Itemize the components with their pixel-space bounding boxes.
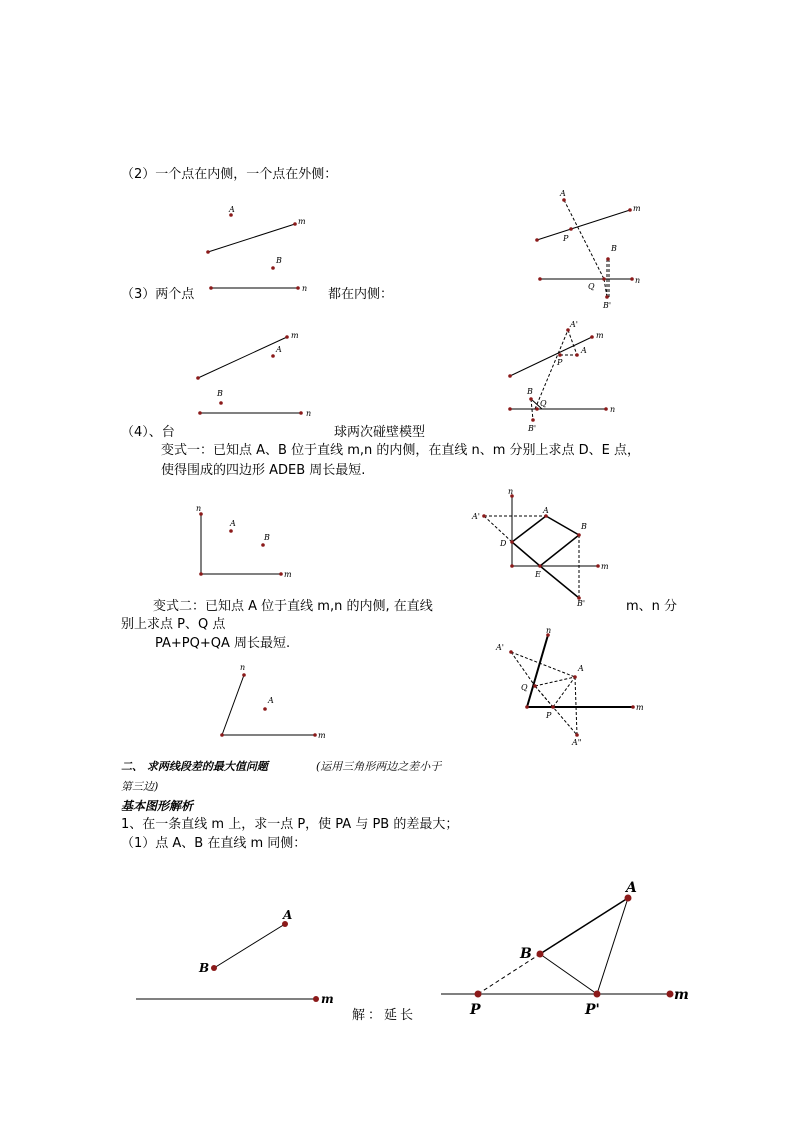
label-A: A bbox=[626, 880, 637, 896]
label-B: B bbox=[611, 244, 617, 253]
variant2-line3: PA+PQ+QA 周长最短. bbox=[155, 636, 291, 651]
segment-BP1 bbox=[540, 954, 597, 994]
point bbox=[538, 564, 542, 568]
point bbox=[538, 277, 542, 281]
label-m: m bbox=[633, 204, 641, 213]
section2-title: 二、 求两线段差的最大值问题 bbox=[121, 760, 268, 773]
label-m: m bbox=[321, 992, 334, 1006]
point bbox=[475, 991, 482, 998]
point bbox=[209, 286, 213, 290]
label-A: A bbox=[543, 506, 549, 515]
segment bbox=[512, 516, 546, 542]
item4-heading-a: （4）、台 bbox=[121, 425, 175, 440]
point bbox=[271, 354, 275, 358]
point bbox=[279, 572, 283, 576]
label-E: E bbox=[535, 570, 541, 579]
section2-note2: 第三边) bbox=[121, 780, 159, 793]
label-m: m bbox=[636, 703, 644, 712]
label-B: B bbox=[217, 389, 223, 398]
point bbox=[577, 533, 581, 537]
point bbox=[508, 407, 512, 411]
variant2-line1b: m、n 分 bbox=[626, 599, 678, 614]
dashed-segment bbox=[511, 652, 535, 686]
variant1-line1: 变式一：已知点 A、B 位于直线 m,n 的内侧，在直线 n、m 分别上求点 D、E 点， bbox=[161, 443, 641, 458]
variant1-line2: 使得围成的四边形 ADEB 周长最短. bbox=[161, 463, 366, 478]
point bbox=[525, 705, 529, 709]
point bbox=[271, 266, 275, 270]
label-m: m bbox=[298, 217, 306, 226]
point bbox=[285, 335, 289, 339]
label-A: A bbox=[283, 908, 293, 922]
dashed-segment bbox=[511, 652, 575, 677]
label-D: D bbox=[500, 539, 507, 548]
label-A1: A' bbox=[496, 643, 504, 652]
segment-AB bbox=[214, 924, 285, 968]
solution-text: 解：延长 bbox=[352, 1008, 417, 1023]
question1: 1、在一条直线 m 上，求一点 P，使 PA 与 PB 的差最大； bbox=[121, 817, 459, 832]
point bbox=[242, 673, 246, 677]
point bbox=[602, 277, 606, 281]
point bbox=[605, 295, 609, 299]
line-m bbox=[537, 210, 630, 240]
point bbox=[562, 198, 566, 202]
point bbox=[296, 286, 300, 290]
point bbox=[229, 529, 233, 533]
label-A: A bbox=[268, 696, 274, 705]
label-B: B bbox=[527, 387, 533, 396]
section2-note: (运用三角形两边之差小于 bbox=[316, 760, 442, 773]
label-n: n bbox=[546, 626, 552, 635]
label-n: n bbox=[302, 284, 308, 293]
point bbox=[199, 572, 203, 576]
label-P1: P' bbox=[585, 1002, 600, 1018]
label-B: B bbox=[581, 522, 587, 531]
point bbox=[531, 418, 535, 422]
point bbox=[628, 208, 632, 212]
label-P: P bbox=[563, 234, 569, 243]
basic-analysis-heading: 基本图形解析 bbox=[121, 799, 194, 813]
dashed-segment bbox=[535, 330, 568, 409]
segment bbox=[512, 542, 540, 566]
dashed-segment bbox=[535, 686, 577, 735]
item4-heading-b: 球两次碰壁模型 bbox=[334, 425, 426, 440]
dashed-segment bbox=[535, 686, 553, 707]
line-n bbox=[222, 675, 244, 735]
item2-heading: （2）一个点在内侧，一个点在外侧： bbox=[121, 167, 338, 182]
label-n: n bbox=[240, 663, 246, 672]
label-n: n bbox=[610, 405, 616, 414]
dashed-segment bbox=[484, 516, 512, 542]
point bbox=[537, 951, 544, 958]
point bbox=[508, 374, 512, 378]
label-A1: A' bbox=[570, 320, 578, 329]
variant2-line1a: 变式二：已知点 A 位于直线 m,n 的内侧, 在直线 bbox=[153, 599, 433, 614]
label-P: P bbox=[557, 358, 563, 367]
point bbox=[590, 335, 594, 339]
label-P: P bbox=[546, 711, 552, 720]
point bbox=[509, 650, 513, 654]
point bbox=[299, 411, 303, 415]
point bbox=[529, 397, 533, 401]
point bbox=[196, 376, 200, 380]
label-A: A bbox=[229, 205, 235, 214]
point bbox=[510, 540, 514, 544]
point bbox=[510, 564, 514, 568]
label-A: A bbox=[560, 189, 566, 198]
point bbox=[551, 705, 555, 709]
point bbox=[575, 353, 579, 357]
item3-heading-b: 都在内侧： bbox=[328, 287, 394, 302]
label-A: A bbox=[230, 519, 236, 528]
point bbox=[198, 411, 202, 415]
point bbox=[220, 733, 224, 737]
point bbox=[596, 564, 600, 568]
point bbox=[535, 238, 539, 242]
item3-heading-a: （3）两个点 bbox=[121, 287, 195, 302]
line-m bbox=[208, 224, 295, 252]
point bbox=[535, 407, 539, 411]
label-m: m bbox=[318, 731, 326, 740]
point bbox=[263, 707, 267, 711]
point bbox=[219, 401, 223, 405]
point bbox=[211, 965, 217, 971]
label-n: n bbox=[196, 504, 202, 513]
label-P: P bbox=[470, 1002, 481, 1018]
point bbox=[604, 407, 608, 411]
point bbox=[313, 996, 319, 1002]
label-A1: A' bbox=[472, 512, 480, 521]
point bbox=[573, 675, 577, 679]
label-m: m bbox=[291, 331, 299, 340]
point bbox=[594, 991, 601, 998]
variant2-line2: 别上求点 P、Q 点 bbox=[121, 617, 226, 632]
label-A2: A" bbox=[572, 738, 582, 747]
label-B1: B' bbox=[528, 424, 537, 433]
point bbox=[667, 991, 674, 998]
point bbox=[558, 353, 562, 357]
point bbox=[631, 705, 635, 709]
label-n: n bbox=[306, 409, 312, 418]
point bbox=[575, 733, 579, 737]
label-Q: Q bbox=[540, 399, 547, 408]
label-m: m bbox=[674, 987, 689, 1003]
label-m: m bbox=[596, 331, 604, 340]
dashed-segment bbox=[564, 200, 604, 279]
point bbox=[313, 733, 317, 737]
segment bbox=[540, 566, 579, 598]
segment bbox=[540, 535, 579, 566]
segment-AP1 bbox=[597, 898, 628, 994]
label-n: n bbox=[508, 487, 514, 496]
label-A: A bbox=[276, 345, 282, 354]
point bbox=[533, 684, 537, 688]
label-B: B bbox=[199, 961, 210, 975]
label-Q: Q bbox=[521, 683, 528, 692]
label-A: A bbox=[578, 664, 584, 673]
point bbox=[630, 277, 634, 281]
label-B: B bbox=[264, 533, 270, 542]
label-Q: Q bbox=[588, 282, 595, 291]
label-m: m bbox=[284, 570, 292, 579]
label-B1: B' bbox=[603, 301, 612, 310]
point bbox=[569, 227, 573, 231]
label-B: B bbox=[276, 256, 282, 265]
segment bbox=[546, 516, 579, 535]
point bbox=[482, 514, 486, 518]
point bbox=[261, 543, 265, 547]
label-B1: B' bbox=[577, 599, 586, 608]
label-B: B bbox=[520, 946, 532, 962]
question1-case1: （1）点 A、B 在直线 m 同侧： bbox=[121, 836, 307, 851]
dashed-segment bbox=[568, 330, 577, 355]
line-n bbox=[527, 635, 548, 707]
label-n: n bbox=[635, 276, 641, 285]
point bbox=[206, 250, 210, 254]
label-m: m bbox=[601, 562, 609, 571]
point bbox=[606, 257, 610, 261]
point bbox=[293, 222, 297, 226]
label-A: A bbox=[581, 346, 587, 355]
